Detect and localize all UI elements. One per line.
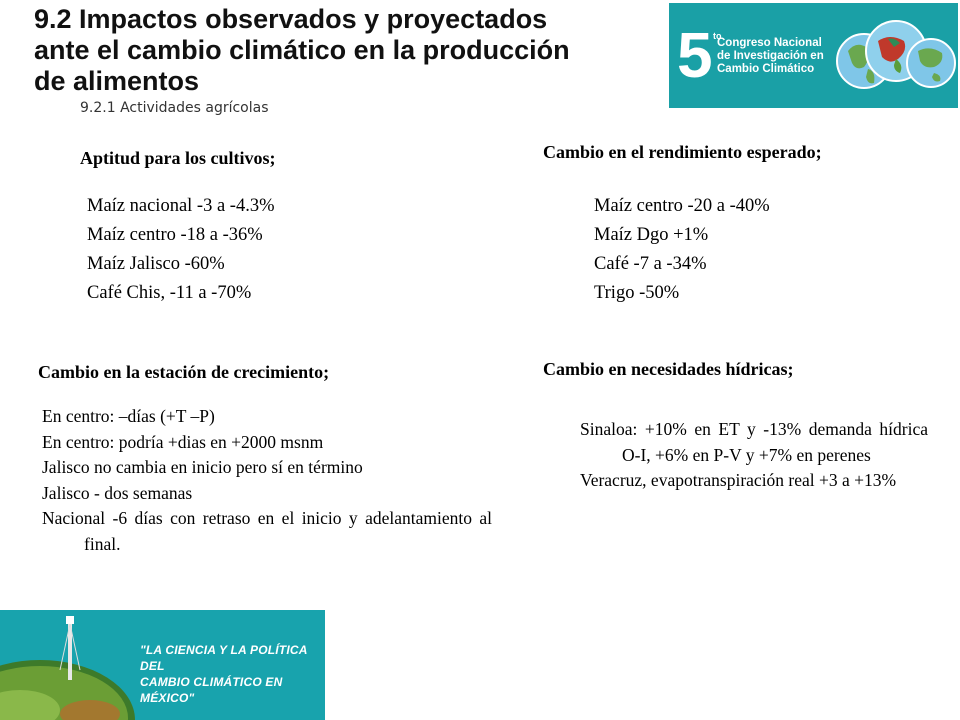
list-item: Jalisco no cambia en inicio pero sí en término: [42, 457, 363, 477]
hidricas-heading: Cambio en necesidades hídricas;: [543, 359, 794, 379]
list-item: Maíz Dgo +1%: [594, 225, 709, 245]
list-item: En centro: podría +dias en +2000 msnm: [42, 431, 324, 452]
hidricas-list: [580, 417, 928, 494]
list-item: Café -7 a -34%: [594, 254, 707, 274]
title-line-1: 9.2 Impactos observados y proyectados: [34, 4, 548, 34]
title-line-2: ante el cambio climático en la producción: [34, 35, 570, 65]
list-item: Jalisco - dos semanas: [42, 482, 193, 503]
title-line-3: de alimentos: [34, 66, 200, 96]
rendimiento-heading: Cambio en el rendimiento esperado;: [543, 142, 822, 162]
slogan-text: [140, 642, 320, 706]
slogan-line-1: "LA CIENCIA Y LA POLÍTICA DEL: [140, 643, 308, 673]
list-item: Maíz Jalisco -60%: [87, 254, 225, 274]
earth-landscape-icon: [0, 610, 140, 720]
logo-number: 5: [677, 19, 713, 91]
slogan-line-2: CAMBIO CLIMÁTICO EN MÉXICO": [140, 675, 283, 705]
logo-superscript: to: [713, 31, 722, 41]
list-item: Sinaloa: +10% en ET y -13% demanda hídrica O-I, +6% en P-V y +7% en perenes: [580, 419, 928, 465]
list-item: Veracruz, evapotranspiración real +3 a +13%: [580, 470, 897, 490]
list-item: Maíz centro -20 a -40%: [594, 196, 770, 216]
list-item: Trigo -50%: [594, 283, 680, 303]
congress-logo: [669, 3, 958, 108]
estacion-heading: Cambio en la estación de crecimiento;: [38, 362, 330, 382]
aptitud-list: [87, 192, 275, 308]
list-item: Café Chis, -11 a -70%: [87, 283, 252, 303]
logo-text-line-1: Congreso Nacional: [717, 37, 822, 49]
section-subtitle: 9.2.1 Actividades agrícolas: [80, 100, 269, 116]
estacion-list: [42, 404, 492, 557]
globes-icon: [834, 11, 956, 103]
logo-text: [717, 37, 837, 76]
logo-text-line-3: Cambio Climático: [717, 63, 815, 75]
slogan-banner: [0, 610, 325, 720]
rendimiento-list: [594, 192, 770, 308]
slide-title: [34, 4, 674, 97]
list-item: Maíz nacional -3 a -4.3%: [87, 196, 275, 216]
list-item: Nacional -6 días con retraso en el inicio y adelantamiento al final.: [42, 508, 492, 554]
aptitud-heading: Aptitud para los cultivos;: [80, 148, 276, 168]
logo-text-line-2: de Investigación en: [717, 50, 824, 62]
list-item: Maíz centro -18 a -36%: [87, 225, 263, 245]
list-item: En centro: –días (+T –P): [42, 406, 215, 426]
